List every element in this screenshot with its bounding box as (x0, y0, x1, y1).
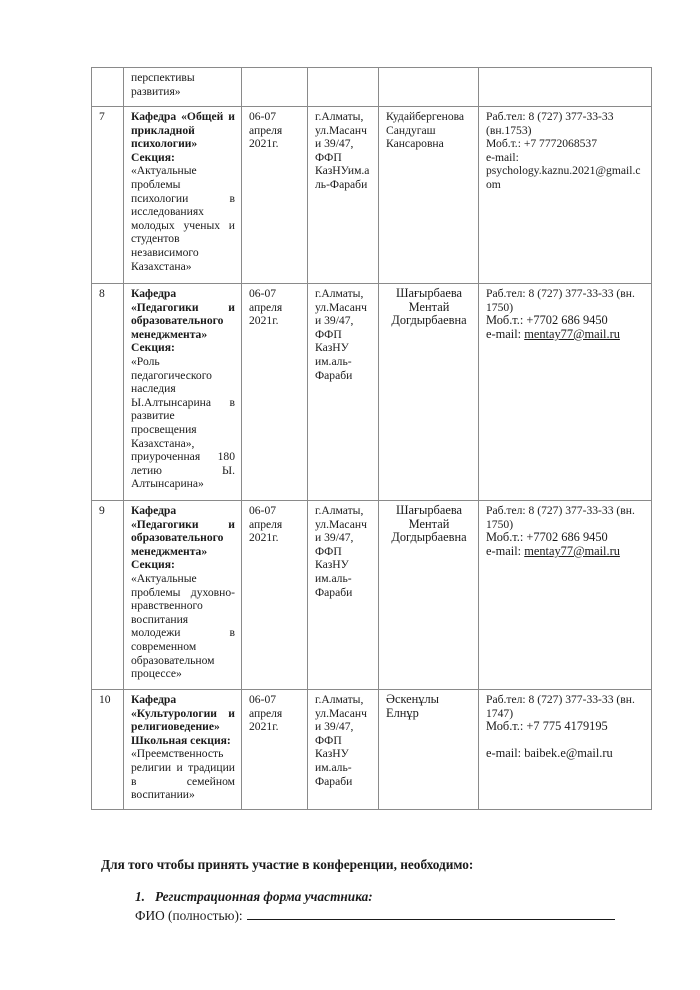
section-topic: перспективы развития» (131, 71, 195, 98)
date-cell: 06-07 апреля 2021г. (242, 690, 308, 810)
table-row (92, 690, 652, 810)
email-link[interactable]: mentay77@mail.ru (524, 326, 620, 341)
person-cell: Шағырбаева Ментай Догдырбаевна (379, 501, 479, 690)
row-number-cell: 9 (92, 501, 124, 690)
row-number-cell: 7 (92, 107, 124, 284)
section-label: Школьная секция: (131, 733, 231, 747)
email-label: e-mail: (486, 326, 522, 341)
contacts-cell (479, 501, 652, 690)
registration-form-item (135, 889, 373, 905)
email-label: e-mail: (486, 150, 519, 164)
work-phone: Раб.тел: 8 (727) 377-33-33 (вн. 1750) (486, 287, 635, 314)
section-topic-cell (124, 284, 242, 501)
mobile-phone: Моб.т.: +7 7772068537 (486, 137, 598, 151)
department-name: Кафедра «Общей и прикладной психологии» (131, 110, 235, 151)
table-row (92, 68, 652, 107)
table-row (92, 501, 652, 690)
place-cell: г.Алматы, ул.Масанчи 39/47, ФФП КазНУ им.аль-Фараби (308, 501, 379, 690)
email-link[interactable]: mentay77@mail.ru (524, 543, 620, 558)
section-topic-cell (124, 68, 242, 107)
department-name: Кафедра «Педагогики и образовательного менеджмента» (131, 504, 235, 558)
contacts-cell (479, 68, 652, 107)
email-label: e-mail: (486, 745, 522, 760)
section-topic-cell (124, 690, 242, 810)
person-cell: Кудайбергенова Сандугаш Кансаровна (379, 107, 479, 284)
date-cell: 06-07 апреля 2021г. (242, 107, 308, 284)
fio-field (135, 905, 615, 924)
date-cell (242, 68, 308, 107)
person-cell (379, 68, 479, 107)
item-number: 1. (135, 889, 145, 904)
place-cell: г.Алматы, ул.Масанчи 39/47, ФФП КазНУим.аль-Фараби (308, 107, 379, 284)
row-number-cell: 8 (92, 284, 124, 501)
section-topic: «Актуальные проблемы психологии в исследованиях молодых ученых и студентов независимого Казахстана» (131, 164, 235, 273)
section-topic: «Роль педагогического наследия Ы.Алтынсарина в развитие просвещения Казахстана», приуроченная 180 летию Ы. Алтынсарина» (131, 354, 235, 491)
place-cell (308, 68, 379, 107)
section-label: Секция: (131, 341, 175, 355)
fio-input-line[interactable] (247, 905, 615, 920)
person-cell: Шағырбаева Ментай Догдырбаевна (379, 284, 479, 501)
section-topic-cell (124, 107, 242, 284)
mobile-phone: Моб.т.: +7702 686 9450 (486, 313, 608, 328)
department-name: Кафедра «Культурологии и религиоведение» (131, 693, 235, 734)
participation-heading: Для того чтобы принять участие в конференции, необходимо: (101, 857, 474, 872)
mobile-phone: Моб.т.: +7 775 4179195 (486, 719, 608, 734)
date-cell: 06-07 апреля 2021г. (242, 284, 308, 501)
section-label: Секция: (131, 558, 175, 572)
mobile-phone: Моб.т.: +7702 686 9450 (486, 530, 608, 545)
email-link[interactable]: psychology.kaznu.2021@gmail.com (486, 164, 641, 191)
table-row (92, 107, 652, 284)
work-phone: Раб.тел: 8 (727) 377-33-33 (вн. 1747) (486, 693, 635, 720)
contacts-cell (479, 107, 652, 284)
date-cell: 06-07 апреля 2021г. (242, 501, 308, 690)
contacts-cell (479, 690, 652, 810)
email-link[interactable]: baibek.e@mail.ru (524, 745, 613, 760)
row-number-cell (92, 68, 124, 107)
conference-sections-table (91, 67, 652, 810)
department-name: Кафедра «Педагогики и образовательного менеджмента» (131, 287, 235, 341)
section-topic: «Актуальные проблемы духовно-нравственного воспитания молодежи в современном образовательном процессе» (131, 571, 235, 681)
row-number-cell: 10 (92, 690, 124, 810)
table-row (92, 284, 652, 501)
section-label: Секция: (131, 150, 175, 164)
section-topic: «Преемственность религии и традиции в семейном воспитании» (131, 747, 235, 802)
person-cell: Әскенұлы Елнұр (379, 690, 479, 810)
section-topic-cell (124, 501, 242, 690)
fio-label: ФИО (полностью): (135, 908, 243, 923)
email-label: e-mail: (486, 543, 522, 558)
work-phone: Раб.тел: 8 (727) 377-33-33 (вн. 1750) (486, 504, 635, 531)
work-phone: Раб.тел: 8 (727) 377-33-33 (вн.1753) (486, 110, 614, 137)
contacts-cell (479, 284, 652, 501)
item-title: Регистрационная форма участника: (155, 889, 373, 904)
place-cell: г.Алматы, ул.Масанчи 39/47, ФФП КазНУ им.аль-Фараби (308, 690, 379, 810)
place-cell: г.Алматы, ул.Масанчи 39/47, ФФП КазНУ им.аль-Фараби (308, 284, 379, 501)
